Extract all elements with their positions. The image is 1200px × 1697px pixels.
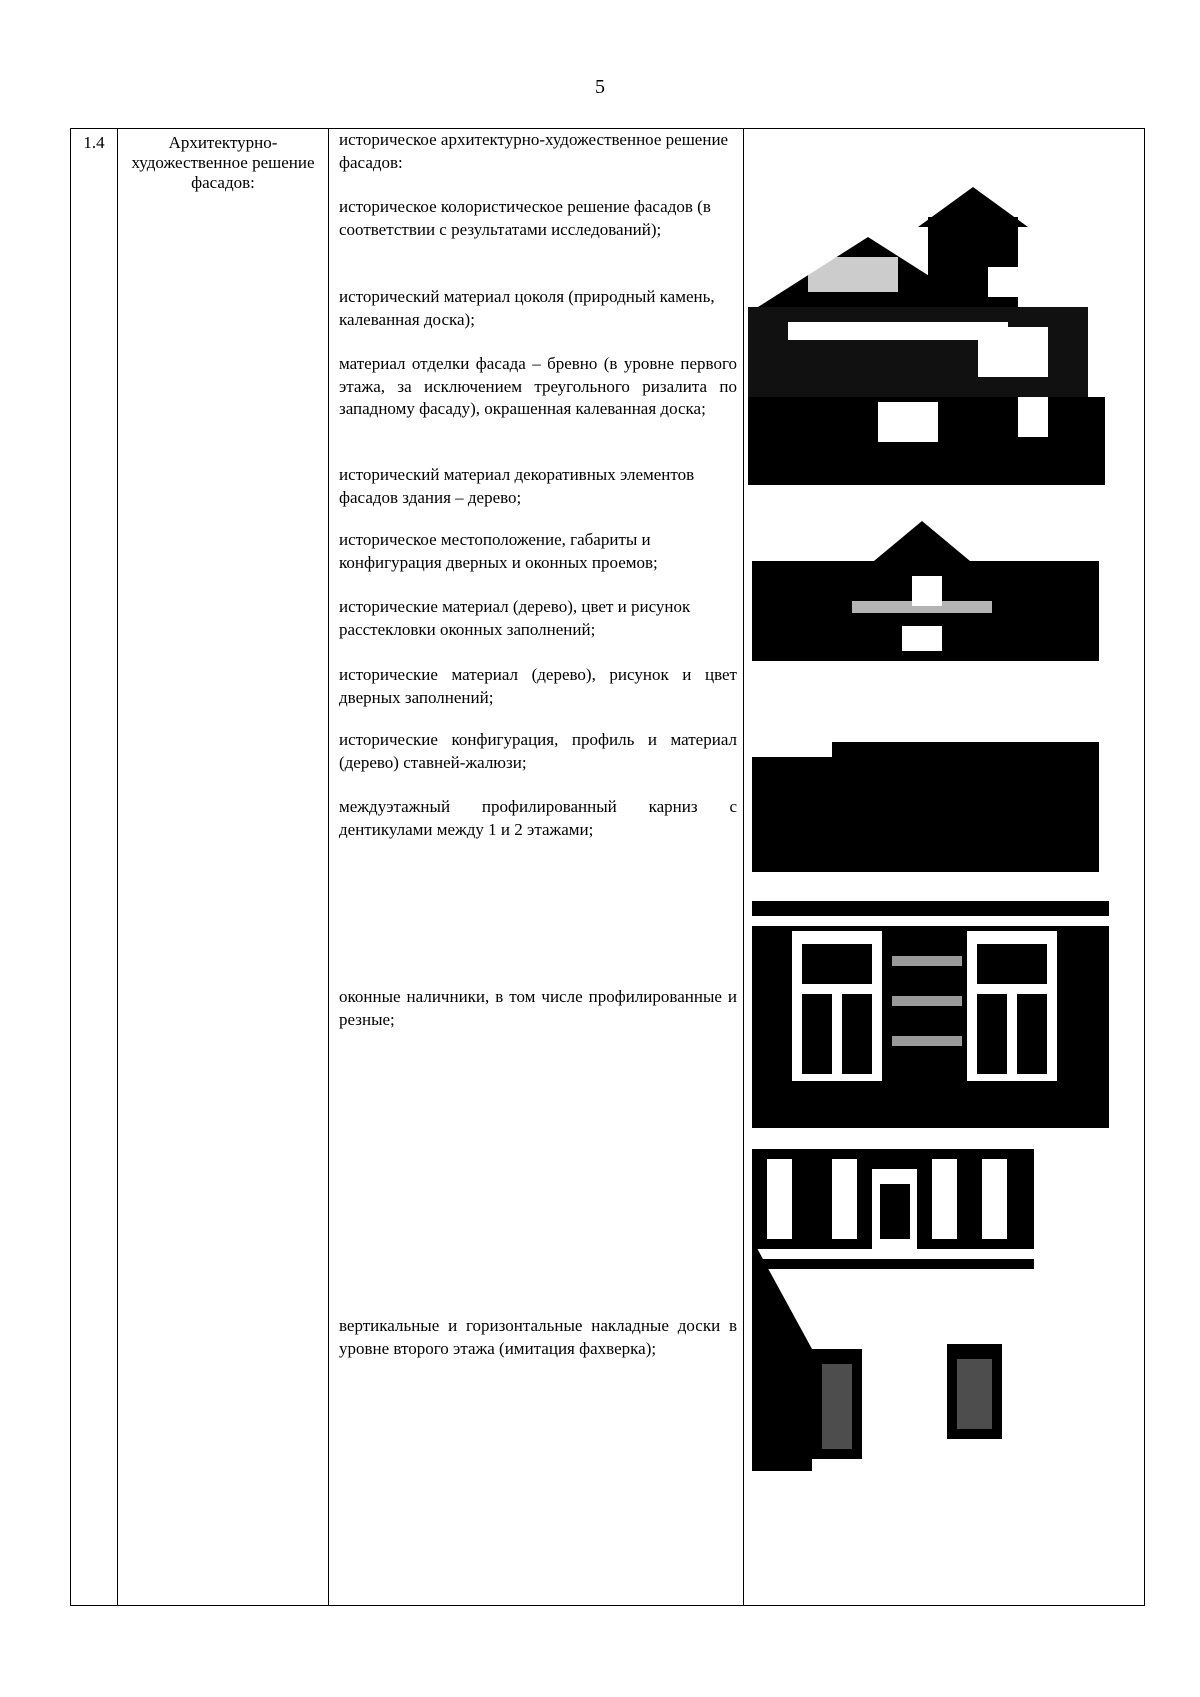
requirements-table: [70, 128, 1145, 1606]
row-name: Архитектурно-художественное решение фасадов:: [131, 133, 315, 192]
requirement-item: историческое местоположение, габариты и конфигурация дверных и оконных проемов;: [339, 530, 658, 572]
requirement-item: исторический материал декоративных элементов фасадов здания – дерево;: [339, 465, 695, 507]
row-number: 1.4: [83, 133, 105, 152]
requirement-item: оконные наличники, в том числе профилированные и резные;: [339, 987, 737, 1029]
window-frames-photo: [752, 896, 1109, 1128]
row-name-cell: [118, 129, 329, 1606]
page-number: 5: [595, 76, 605, 98]
house-facade-photo: [748, 147, 1105, 485]
table-row: [71, 129, 1145, 1606]
second-floor-facade-photo: [752, 1149, 1034, 1471]
requirement-item: материал отделки фасада – бревно (в уровне первого этажа, за исключением треугольного ризалита по западному фасаду), окрашенная калеванная доска;: [339, 354, 737, 418]
requirement-item: исторические материал (дерево), рисунок и цвет дверных заполнений;: [339, 665, 737, 707]
house-winter-photo: [752, 501, 1099, 695]
requirement-item: междуэтажный профилированный карниз с дентикулами между 1 и 2 этажами;: [339, 797, 737, 839]
requirements-cell: [329, 129, 744, 1606]
requirement-item: исторические материал (дерево), цвет и рисунок расстекловки оконных заполнений;: [339, 597, 691, 639]
requirement-item: исторические конфигурация, профиль и материал (дерево) ставней-жалюзи;: [339, 730, 737, 772]
row-number-cell: [71, 129, 118, 1606]
cornice-detail-photo: [752, 717, 1099, 872]
requirement-item: историческое колористическое решение фасадов (в соответствии с результатами исследований);: [339, 197, 711, 239]
requirement-item: вертикальные и горизонтальные накладные доски в уровне второго этажа (имитация фахверка);: [339, 1316, 737, 1358]
requirement-item: историческое архитектурно-художественное решение фасадов:: [339, 130, 729, 172]
photos-cell: [744, 129, 1145, 1606]
requirement-item: исторический материал цоколя (природный камень, калеванная доска);: [339, 287, 715, 329]
